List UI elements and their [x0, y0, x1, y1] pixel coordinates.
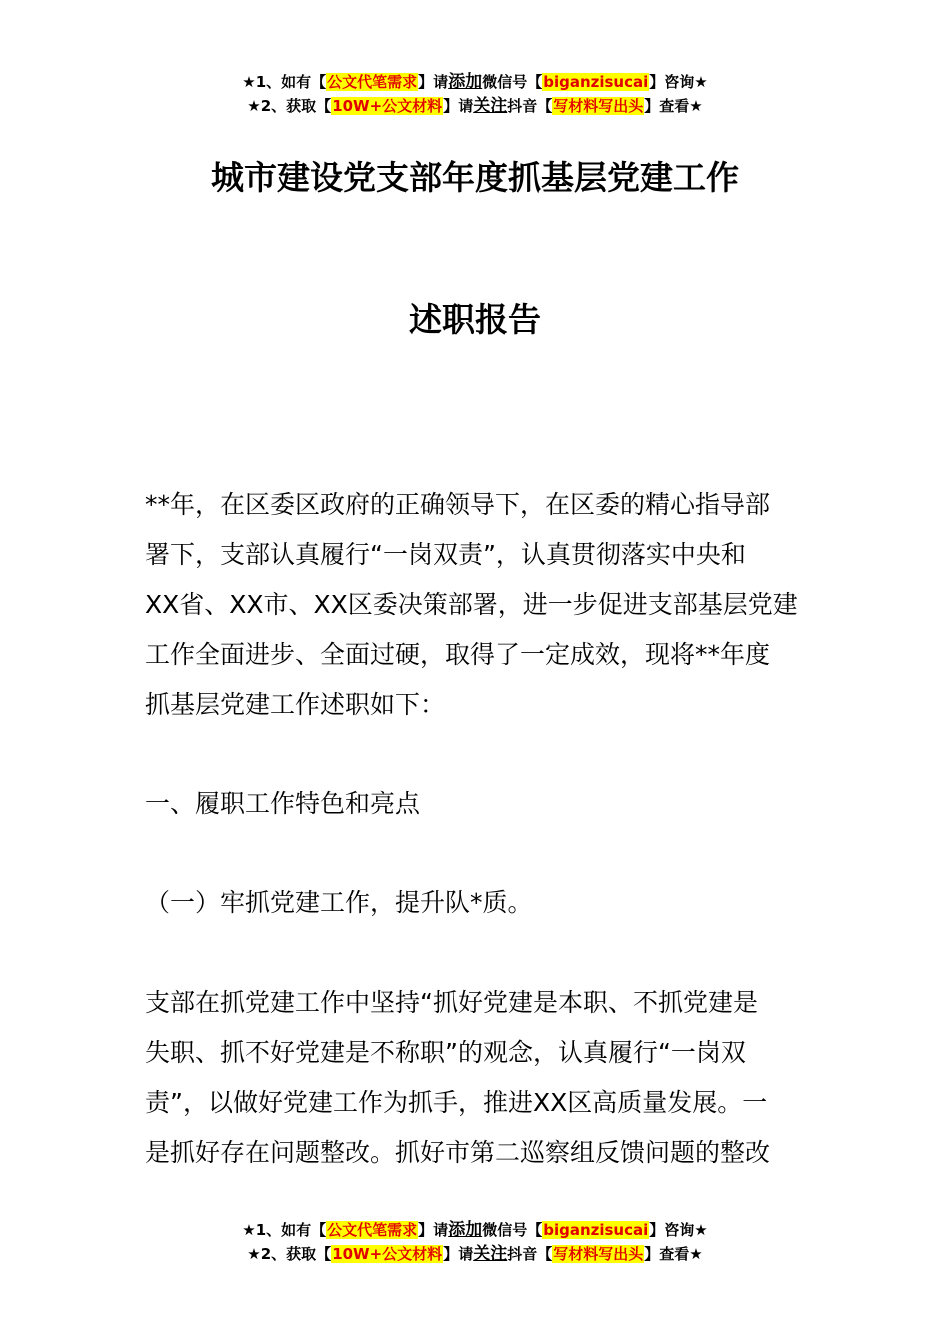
banner-line-2	[0, 94, 950, 118]
paragraph-line: 责”，以做好党建工作为抓手，推进XX区高质量发展。一	[145, 1088, 768, 1117]
banner-highlight: biganzisucai	[543, 1221, 649, 1239]
banner-text: 】咨询★	[649, 1221, 708, 1239]
banner-text: 】请	[443, 1245, 474, 1263]
document-title-line-1: 城市建设党支部年度抓基层党建工作	[211, 158, 739, 197]
banner-highlight: 公文代笔需求	[327, 73, 418, 91]
banner-highlight: 写材料写出头	[553, 1245, 644, 1263]
banner-line-1	[0, 70, 950, 94]
banner-text: 微信号【	[482, 1221, 543, 1239]
banner-highlight: 10W+公文材料	[332, 1245, 443, 1263]
banner-highlight: 写材料写出头	[553, 97, 644, 115]
paragraph-line: 抓基层党建工作述职如下：	[145, 690, 446, 719]
body-paragraph	[145, 978, 807, 1178]
banner-text: ★1、如有【	[242, 1221, 327, 1239]
subsection-heading: （一）牢抓党建工作，提升队*质。	[145, 888, 533, 917]
banner-text: 抖音【	[507, 97, 553, 115]
banner-text: 】请	[418, 1221, 449, 1239]
footer-banner	[0, 1218, 950, 1266]
section-heading: 一、履职工作特色和亮点	[145, 789, 421, 818]
header-banner	[0, 70, 950, 118]
paragraph-line: 失职、抓不好党建是不称职”的观念，认真履行“一岗双	[145, 1038, 746, 1067]
paragraph-line: XX省、XX市、XX区委决策部署，进一步促进支部基层党建	[145, 590, 798, 619]
banner-emphasis: 关注	[473, 96, 508, 116]
banner-line-2	[0, 1242, 950, 1266]
banner-text: 】请	[418, 73, 449, 91]
banner-highlight: biganzisucai	[543, 73, 649, 91]
paragraph-line: 工作全面进步、全面过硬，取得了一定成效，现将**年度	[145, 640, 771, 669]
banner-emphasis: 添加	[448, 1220, 483, 1240]
banner-line-1	[0, 1218, 950, 1242]
document-title-line-2: 述职报告	[409, 300, 541, 339]
banner-text: 抖音【	[507, 1245, 553, 1263]
banner-text: ★2、获取【	[247, 97, 332, 115]
banner-text: 】查看★	[644, 1245, 703, 1263]
paragraph-line: **年，在区委区政府的正确领导下，在区委的精心指导部	[145, 490, 771, 519]
paragraph-line: 是抓好存在问题整改。抓好市第二巡察组反馈问题的整改	[145, 1138, 771, 1167]
banner-emphasis: 关注	[473, 1244, 508, 1264]
banner-text: 】请	[443, 97, 474, 115]
intro-paragraph	[145, 480, 807, 730]
banner-text: ★1、如有【	[242, 73, 327, 91]
banner-text: 】咨询★	[649, 73, 708, 91]
banner-text: 】查看★	[644, 97, 703, 115]
banner-highlight: 公文代笔需求	[327, 1221, 418, 1239]
paragraph-line: 支部在抓党建工作中坚持“抓好党建是本职、不抓党建是	[145, 988, 758, 1017]
banner-text: ★2、获取【	[247, 1245, 332, 1263]
paragraph-line: 署下，支部认真履行“一岗双责”，认真贯彻落实中央和	[145, 540, 746, 569]
banner-emphasis: 添加	[448, 72, 483, 92]
banner-highlight: 10W+公文材料	[332, 97, 443, 115]
banner-text: 微信号【	[482, 73, 543, 91]
